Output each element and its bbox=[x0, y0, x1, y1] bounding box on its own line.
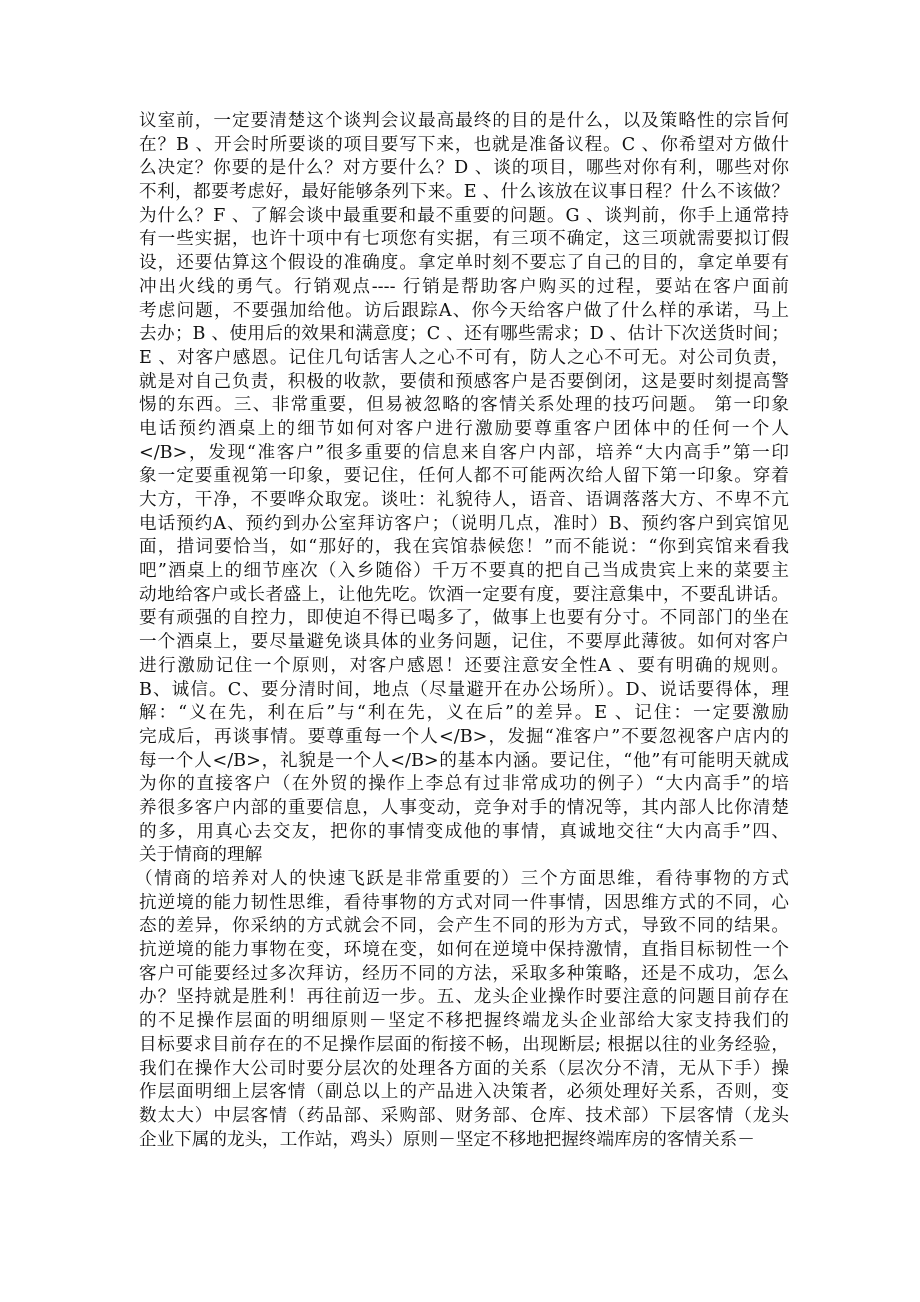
text-line: 么决定？你要的是什么？对方要什么？D 、谈的项目，哪些对你有利，哪些对你 bbox=[139, 158, 789, 179]
text-line: 客户可能要经过多次拜访，经历不同的方法，采取多种策略，还是不成功，怎么 bbox=[139, 963, 789, 984]
text-line: 设，还要估算这个假设的准确度。拿定单时刻不要忘了自己的目的，拿定单要有 bbox=[139, 253, 789, 274]
text-line: 去办；B 、使用后的效果和满意度；C 、还有哪些需求；D 、估计下次送货时间； bbox=[139, 324, 789, 345]
text-line: 态的差异，你采纳的方式就会不同，会产生不同的形为方式，导致不同的结果。 bbox=[139, 916, 789, 937]
text-line: </B>，发现“准客户”很多重要的信息来自客户内部，培养“大内高手”第一印 bbox=[139, 442, 789, 463]
text-line: 要有顽强的自控力，即使迫不得已喝多了，做事上也要有分寸。不同部门的坐在 bbox=[139, 608, 789, 629]
text-line: 进行激励记住一个原则，对客户感恩！还要注意安全性A 、要有明确的规则。 bbox=[139, 655, 789, 676]
text-line: 电话预约A、预约到办公室拜访客户；（说明几点，准时）B、预约客户到宾馆见 bbox=[139, 513, 789, 534]
text-line: E 、对客户感恩。记住几句话害人之心不可有，防人之心不可无。对公司负责， bbox=[139, 347, 789, 368]
text-line: （情商的培养对人的快速飞跃是非常重要的）三个方面思维，看待事物的方式 bbox=[135, 869, 789, 889]
text-line: 作层面明细上层客情（副总以上的产品进入决策者，必须处理好关系，否则，变 bbox=[139, 1082, 789, 1103]
text-line: 数太大）中层客情（药品部、采购部、财务部、仓库、技术部）下层客情（龙头 bbox=[139, 1105, 789, 1126]
text-line: 我们在操作大公司时要分层次的处理各方面的关系（层次分不清，无从下手）操 bbox=[139, 1058, 789, 1079]
text-line: 有一些实据，也许十项中有七项您有实据，有三项不确定，这三项就需要拟订假 bbox=[139, 229, 789, 250]
text-line: 养很多客户内部的重要信息，人事变动，竞争对手的情况等，其内部人比你清楚 bbox=[139, 797, 789, 818]
text-line: 面，措词要恰当，如“那好的，我在宾馆恭候您！”而不能说：“你到宾馆来看我 bbox=[139, 537, 789, 558]
text-line: 为你的直接客户（在外贸的操作上李总有过非常成功的例子）“大内高手”的培 bbox=[139, 774, 789, 795]
text-line: 考虑问题，不要强加给他。访后跟踪A、你今天给客户做了什么样的承诺，马上 bbox=[139, 300, 789, 321]
text-line: B、诚信。C、要分清时间，地点（尽量避开在办公场所）。D、说话要得体，理 bbox=[139, 679, 789, 700]
text-line: 议室前，一定要清楚这个谈判会议最高最终的目的是什么，以及策略性的宗旨何 bbox=[139, 111, 789, 131]
text-line: 电话预约酒桌上的细节如何对客户进行激励要尊重客户团体中的任何一个人 bbox=[139, 418, 789, 439]
text-line: 目标要求目前存在的不足操作层面的衔接不畅，出现断层; 根据以往的业务经验， bbox=[139, 1034, 789, 1055]
text-line: 企业下属的龙头，工作站，鸡头）原则－坚定不移地把握终端库房的客情关系－ bbox=[139, 1129, 755, 1150]
text-line: 完成后，再谈事情。要尊重每一个人</B>，发掘“准客户”不要忽视客户店内的 bbox=[139, 726, 789, 747]
text-line: 象一定要重视第一印象，要记住，任何人都不可能两次给人留下第一印象。穿着 bbox=[139, 466, 789, 487]
text-line: 的不足操作层面的明细原则－坚定不移把握终端龙头企业部给大家支持我们的 bbox=[139, 1011, 789, 1032]
text-line: 每一个人</B>，礼貌是一个人</B>的基本内涵。要记住，“他”有可能明天就成 bbox=[139, 750, 789, 771]
document-page bbox=[135, 110, 789, 1152]
text-line: 解：“义在先，利在后”与“利在先，义在后”的差异。E 、记住：一定要激励 bbox=[139, 703, 789, 724]
text-line: 大方，干净，不要哗众取宠。谈吐：礼貌待人，语音、语调落落大方、不卑不亢 bbox=[139, 490, 789, 510]
text-line: 抗逆境的能力事物在变，环境在变，如何在逆境中保持激情，直指目标韧性一个 bbox=[139, 940, 789, 961]
text-line: 抗逆境的能力韧性思维，看待事物的方式对同一件事情，因思维方式的不同，心 bbox=[139, 892, 789, 913]
text-line: 关于情商的理解 bbox=[139, 845, 263, 866]
text-line: 不利，都要考虑好，最好能够条列下来。E 、什么该放在议事日程？什么不该做？ bbox=[139, 182, 789, 203]
text-line: 在？B 、开会时所要谈的项目要写下来，也就是准备议程。C 、你希望对方做什 bbox=[139, 134, 789, 155]
text-line: 吧”酒桌上的细节座次（入乡随俗）千万不要真的把自己当成贵宾上来的菜要主 bbox=[139, 561, 789, 582]
text-line: 一个酒桌上，要尽量避免谈具体的业务问题，记住，不要厚此薄彼。如何对客户 bbox=[139, 632, 789, 653]
text-line: 就是对自己负责，积极的收款，要债和预感客户是否要倒闭，这是要时刻提高警 bbox=[139, 371, 789, 392]
text-line: 冲出火线的勇气。行销观点---- 行销是帮助客户购买的过程，要站在客户面前 bbox=[139, 276, 789, 297]
text-line: 办？坚持就是胜利！再往前迈一步。五、龙头企业操作时要注意的问题目前存在 bbox=[139, 987, 789, 1008]
text-line: 为什么？F 、了解会谈中最重要和最不重要的问题。G 、谈判前，你手上通常持 bbox=[139, 205, 789, 226]
text-line: 的多，用真心去交友，把你的事情变成他的事情，真诚地交往“大内高手”四、 bbox=[139, 821, 789, 842]
text-line: 动地给客户或长者盛上，让他先吃。饮酒一定要有度，要注意集中，不要乱讲话。 bbox=[139, 584, 789, 605]
text-line: 惕的东西。三、非常重要，但易被忽略的客情关系处理的技巧问题。 第一印象 bbox=[139, 395, 789, 416]
